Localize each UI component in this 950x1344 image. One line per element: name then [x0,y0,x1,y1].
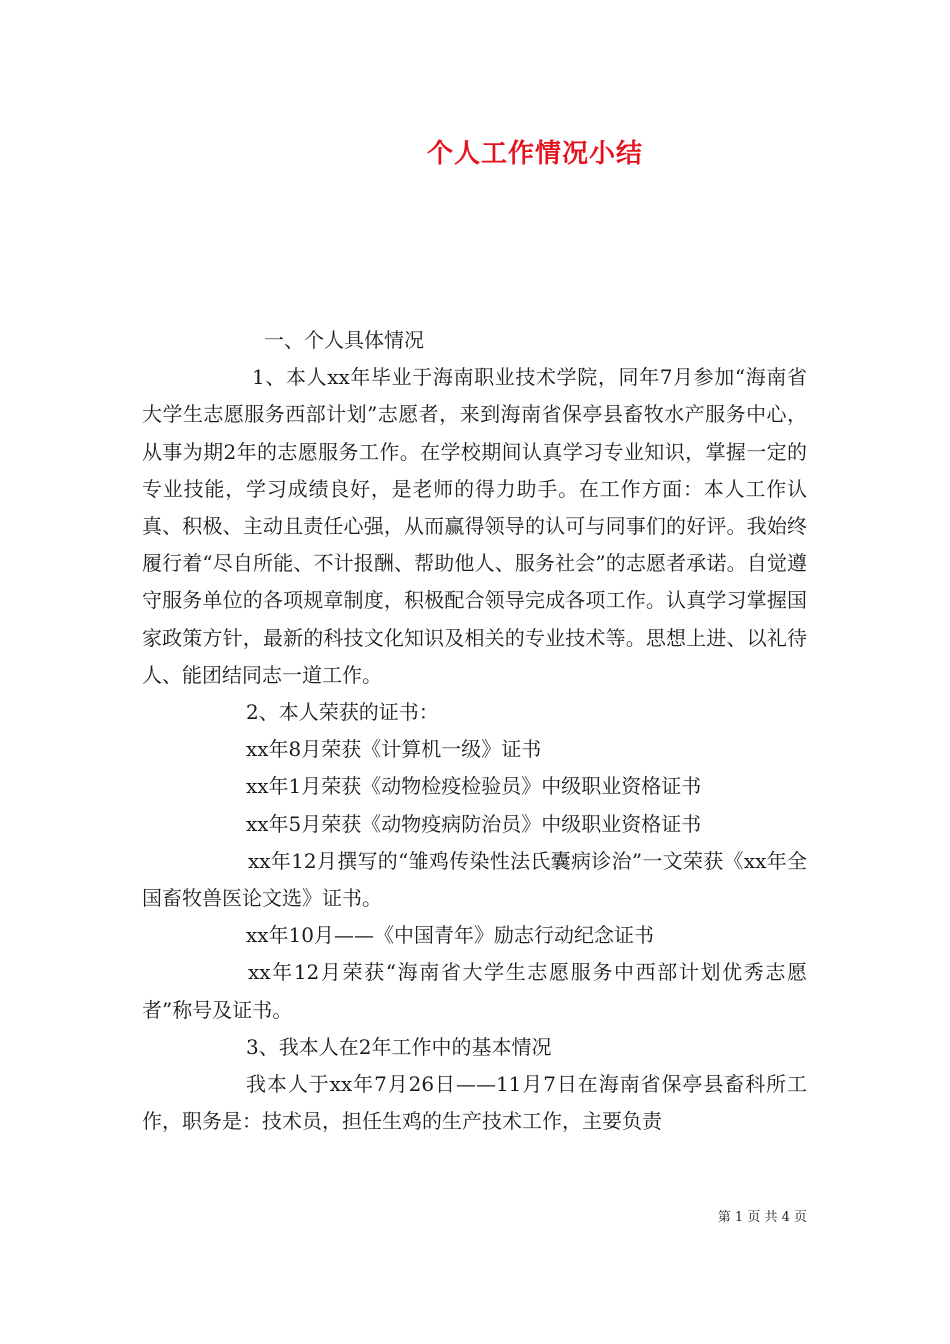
cert-item-2: xx年1月荣获《动物检疫检验员》中级职业资格证书 [246,774,702,799]
document-body [142,322,807,1140]
paragraph-3: 我本人于xx年7月26日——11月7日在海南省保亭县畜科所工作，职务是：技术员，担任生鸡的生产技术工作，主要负责 [142,1072,807,1134]
section-heading-1: 一、个人具体情况 [264,328,424,352]
paragraph-1: 1、本人xx年毕业于海南职业技术学院，同年7月参加“海南省大学生志愿服务西部计划”志愿者，来到海南省保亭县畜牧水产服务中心，从事为期2年的志愿服务工作。在学校期间认真学习专业知识，掌握一定的专业技能，学习成绩良好，是老师的得力助手。在工作方面：本人工作认真、积极、主动且责任心强，从而赢得领导的认可与同事们的好评。我始终履行着“尽自所能、不计报酬、帮助他人、服务社会”的志愿者承诺。自觉遵守服务单位的各项规章制度，积极配合领导完成各项工作。认真学习掌握国家政策方针，最新的科技文化知识及相关的专业技术等。思想上进、以礼待人、能团结同志一道工作。 [142,365,807,687]
cert-item-1: xx年8月荣获《计算机一级》证书 [246,737,542,762]
cert-item-3: xx年5月荣获《动物疫病防治员》中级职业资格证书 [246,811,702,836]
certs-heading: 2、本人荣获的证书： [246,700,439,725]
cert-item-6: xx年12月荣获“海南省大学生志愿服务中西部计划优秀志愿者”称号及证书。 [142,960,807,1022]
section-heading-3: 3、我本人在2年工作中的基本情况 [246,1034,552,1059]
cert-item-4: xx年12月撰写的“雏鸡传染性法氏囊病诊治”一文荣获《xx年全国畜牧兽医论文选》证书。 [142,848,807,911]
cert-item-5: xx年10月——《中国青年》励志行动纪念证书 [246,923,655,948]
page-number: 第 1 页 共 4 页 [717,1210,807,1225]
document-title: 个人工作情况小结 [426,139,643,169]
